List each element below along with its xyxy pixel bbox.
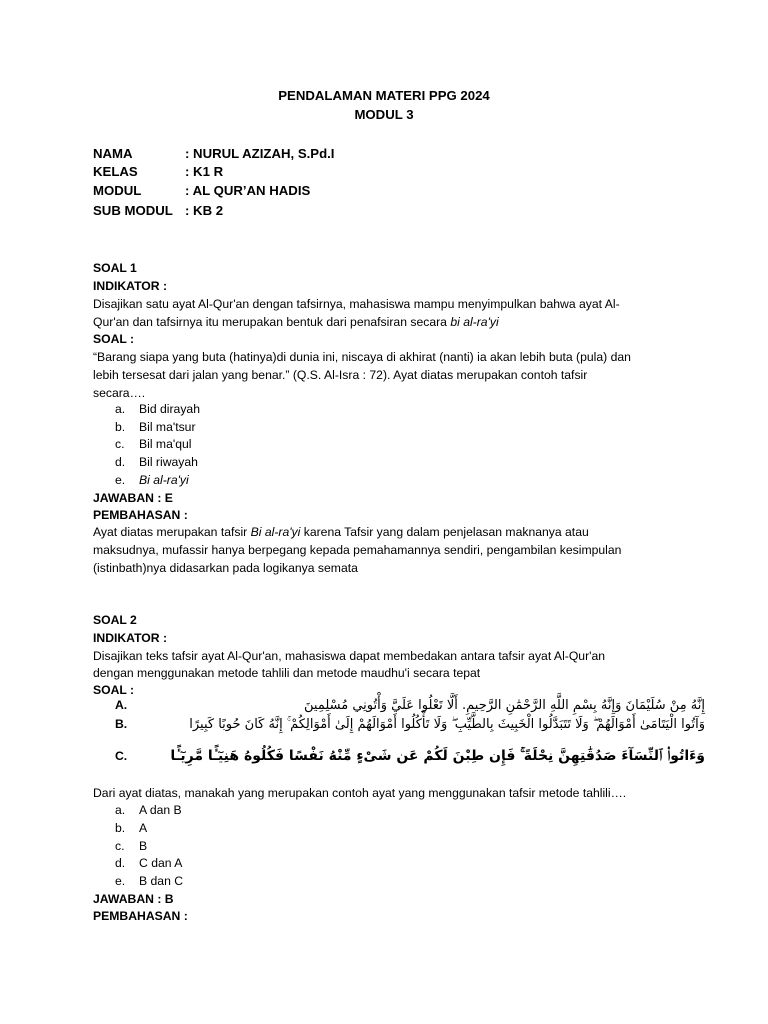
info-label: NAMA <box>93 146 133 161</box>
option-letter: c. <box>115 839 125 853</box>
ayat-arabic-text: وَءَاتُوا۟ ٱلنِّسَآءَ صَدُقَٰتِهِنَّ نِحْلَةً ۚ فَإِن طِبْنَ لَكُمْ عَن شَىْءٍ مِّنْهُ نَفْسًا فَكُلُوهُ هَنِيٓـًٔا مَّرِيٓـًٔا <box>170 748 705 764</box>
soal1-indikator-text: Disajikan satu ayat Al-Qur'an dengan tafsirnya, mahasiswa mampu menyimpulkan bahwa ayat Al- <box>93 297 620 311</box>
ayat-letter: A. <box>115 698 128 712</box>
option-letter: d. <box>115 455 126 469</box>
info-row-modul <box>93 183 310 198</box>
option-text: C dan A <box>139 856 183 870</box>
option-text: Bid dirayah <box>139 402 200 416</box>
indikator-text-italic: bi al-ra'yi <box>450 315 499 329</box>
soal1-question-2: lebih tersesat dari jalan yang benar.” (Q.S. Al-Isra : 72). Ayat diatas merupakan contoh tafsir <box>93 368 588 382</box>
option-letter: d. <box>115 856 126 870</box>
soal1-heading: SOAL 1 <box>93 261 137 275</box>
soal1-jawaban: JAWABAN : E <box>93 491 173 505</box>
soal1-question: “Barang siapa yang buta (hatinya)di dunia ini, niscaya di akhirat (nanti) ia akan lebih buta (pula) dan <box>93 350 631 364</box>
soal2-ayat-c <box>115 748 711 782</box>
info-row-kelas <box>93 164 223 179</box>
info-label: SUB MODUL <box>93 203 173 218</box>
document-title: PENDALAMAN MATERI PPG 2024 <box>278 88 490 103</box>
option-text: Bil ma'qul <box>139 437 192 451</box>
info-value: : NURUL AZIZAH, S.Pd.I <box>185 146 335 161</box>
soal1-option-e <box>115 471 189 489</box>
option-letter: b. <box>115 821 126 835</box>
option-text: Bi al-ra'yi <box>139 473 189 487</box>
soal1-pembahasan <box>93 523 589 541</box>
option-letter: a. <box>115 803 126 817</box>
info-value: : AL QUR’AN HADIS <box>185 183 311 198</box>
soal2-option-d <box>115 854 182 872</box>
pembahasan-italic: Bi al-ra'yi <box>250 525 301 539</box>
info-row-nama <box>93 146 334 161</box>
info-label: MODUL <box>93 183 142 198</box>
soal1-option-d <box>115 453 198 471</box>
soal2-heading: SOAL 2 <box>93 613 137 627</box>
option-text: A dan B <box>139 803 182 817</box>
ayat-letter: B. <box>115 717 128 731</box>
soal1-option-b <box>115 418 196 436</box>
soal2-question: Dari ayat diatas, manakah yang merupakan contoh ayat yang menggunakan tafsir metode tahlili…. <box>93 786 627 800</box>
soal1-pembahasan-2: maksudnya, mufassir hanya berpegang kepada pemahamannya sendiri, pengambilan kesimpulan <box>93 543 622 557</box>
info-row-sub-modul <box>93 203 223 218</box>
ayat-arabic-text: إِنَّهُ مِنْ سُلَيْمَانَ وَإِنَّهُ بِسْمِ اللَّهِ الرَّحْمَٰنِ الرَّحِيمِ. أَلَّا تَعْلُوا عَلَيَّ وَأْتُونِي مُسْلِمِينَ <box>304 698 705 713</box>
option-text: B dan C <box>139 874 184 888</box>
info-value: : K1 R <box>185 164 224 179</box>
soal2-option-e <box>115 872 183 890</box>
option-text: Bil ma'tsur <box>139 420 196 434</box>
soal2-soal-label: SOAL : <box>93 683 135 697</box>
soal1-indikator-label: INDIKATOR : <box>93 279 168 293</box>
soal1-pembahasan-label: PEMBAHASAN : <box>93 508 188 522</box>
soal1-pembahasan-3: (istinbath)nya didasarkan pada logikanya semata <box>93 561 358 575</box>
indikator-text-plain: Qur'an dan tafsirnya itu merupakan bentuk dari penafsiran secara <box>93 315 451 329</box>
soal2-option-b <box>115 819 147 837</box>
module-title: MODUL 3 <box>354 107 414 122</box>
soal1-soal-label: SOAL : <box>93 332 135 346</box>
ayat-arabic-text: وَآتُوا الْيَتَامَىٰ أَمْوَالَهُمْ ۖ وَلَا تَتَبَدَّلُوا الْخَبِيثَ بِالطَّيِّبِ ۖ وَلَا تَأْكُلُوا أَمْوَالَهُمْ إِلَىٰ أَمْوَالِكُمْ ۚ إِنَّهُ كَانَ حُوبًا كَبِيرًا <box>189 717 705 732</box>
soal2-jawaban: JAWABAN : B <box>93 892 174 906</box>
soal1-option-c <box>115 435 191 453</box>
pembahasan-text: Ayat diatas merupakan tafsir <box>93 525 251 539</box>
soal2-indikator-text: Disajikan teks tafsir ayat Al-Qur'an, mahasiswa dapat membedakan antara tafsir ayat Al-Qur'an <box>93 649 606 663</box>
soal2-indikator-label: INDIKATOR : <box>93 631 168 645</box>
soal2-pembahasan-label: PEMBAHASAN : <box>93 909 188 923</box>
option-letter: e. <box>115 473 126 487</box>
option-text: Bil riwayah <box>139 455 198 469</box>
soal2-indikator-text-2: dengan menggunakan metode tahlili dan metode maudhu'i secara tepat <box>93 666 481 680</box>
soal2-option-a <box>115 801 182 819</box>
option-text: B <box>139 839 148 853</box>
option-letter: a. <box>115 402 126 416</box>
option-letter: e. <box>115 874 126 888</box>
info-label: KELAS <box>93 164 138 179</box>
soal1-question-3: secara…. <box>93 386 146 400</box>
option-letter: c. <box>115 437 125 451</box>
soal2-ayat-a <box>115 697 711 715</box>
ayat-letter: C. <box>115 749 128 763</box>
option-letter: b. <box>115 420 126 434</box>
pembahasan-text: karena Tafsir yang dalam penjelasan maknanya atau <box>300 525 589 539</box>
soal2-option-c <box>115 837 147 855</box>
soal2-ayat-b <box>115 716 711 750</box>
option-text: A <box>139 821 148 835</box>
info-value: : KB 2 <box>185 203 224 218</box>
soal1-option-a <box>115 400 200 418</box>
soal1-indikator-text-2 <box>93 313 499 331</box>
